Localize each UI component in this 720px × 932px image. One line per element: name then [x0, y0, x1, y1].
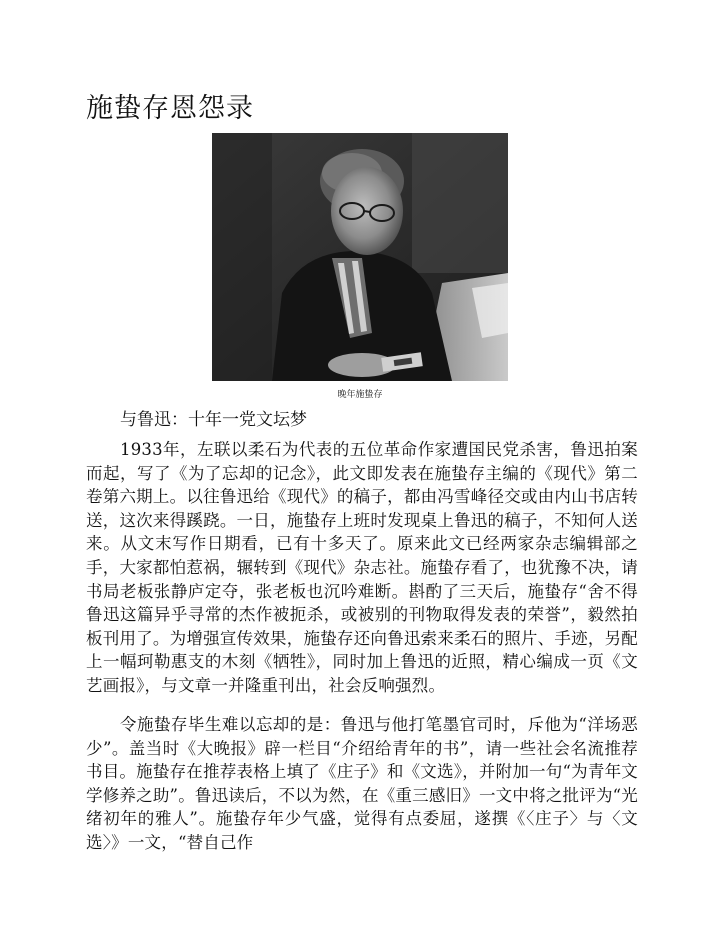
section-heading: 与鲁迅：十年一党文坛梦 — [120, 410, 307, 430]
portrait-photo — [212, 133, 508, 381]
body-paragraph: 1933年，左联以柔石为代表的五位革命作家遭国民党杀害，鲁迅拍案而起，写了《为了忘却的记念》，此文即发表在施蛰存主编的《现代》第二卷第六期上。以往鲁迅给《现代》的稿子，都由冯雪峰径交或由内山书店转送，这次来得蹊跷。一日，施蛰存上班时发现桌上鲁迅的稿子，不知何人送来。从文末写作日期看，已有十多天了。原来此文已经两家杂志编辑部之手，大家都怕惹祸，辗转到《现代》杂志社。施蛰存看了，也犹豫不决，请书局老板张静庐定夺，张老板也沉吟难断。斟酌了三天后，施蛰存“舍不得鲁迅这篇异乎寻常的杰作被扼杀，或被别的刊物取得发表的荣誉”，毅然拍板刊用了。为增强宣传效果，施蛰存还向鲁迅索来柔石的照片、手迹，另配上一幅珂勒惠支的木刻《牺牲》，同时加上鲁迅的近照，精心编成一页《文艺画报》，与文章一并隆重刊出，社会反响强烈。 — [86, 440, 638, 695]
body-paragraph: 令施蛰存毕生难以忘却的是：鲁迅与他打笔墨官司时，斥他为“洋场恶少”。盖当时《大晚报》辟一栏目“介绍给青年的书”，请一些社会名流推荐书目。施蛰存在推荐表格上填了《庄子》和《文选》，并附加一句“为青年文学修养之助”。鲁迅读后，不以为然，在《重三感旧》一文中将之批评为“光绪初年的雅人”。施蛰存年少气盛，觉得有点委屈，遂撰《〈庄子〉与〈文选〉》一文，“替自己作 — [86, 715, 638, 852]
photo-caption: 晚年施蛰存 — [337, 390, 383, 400]
document-title: 施蛰存恩怨录 — [86, 93, 254, 124]
